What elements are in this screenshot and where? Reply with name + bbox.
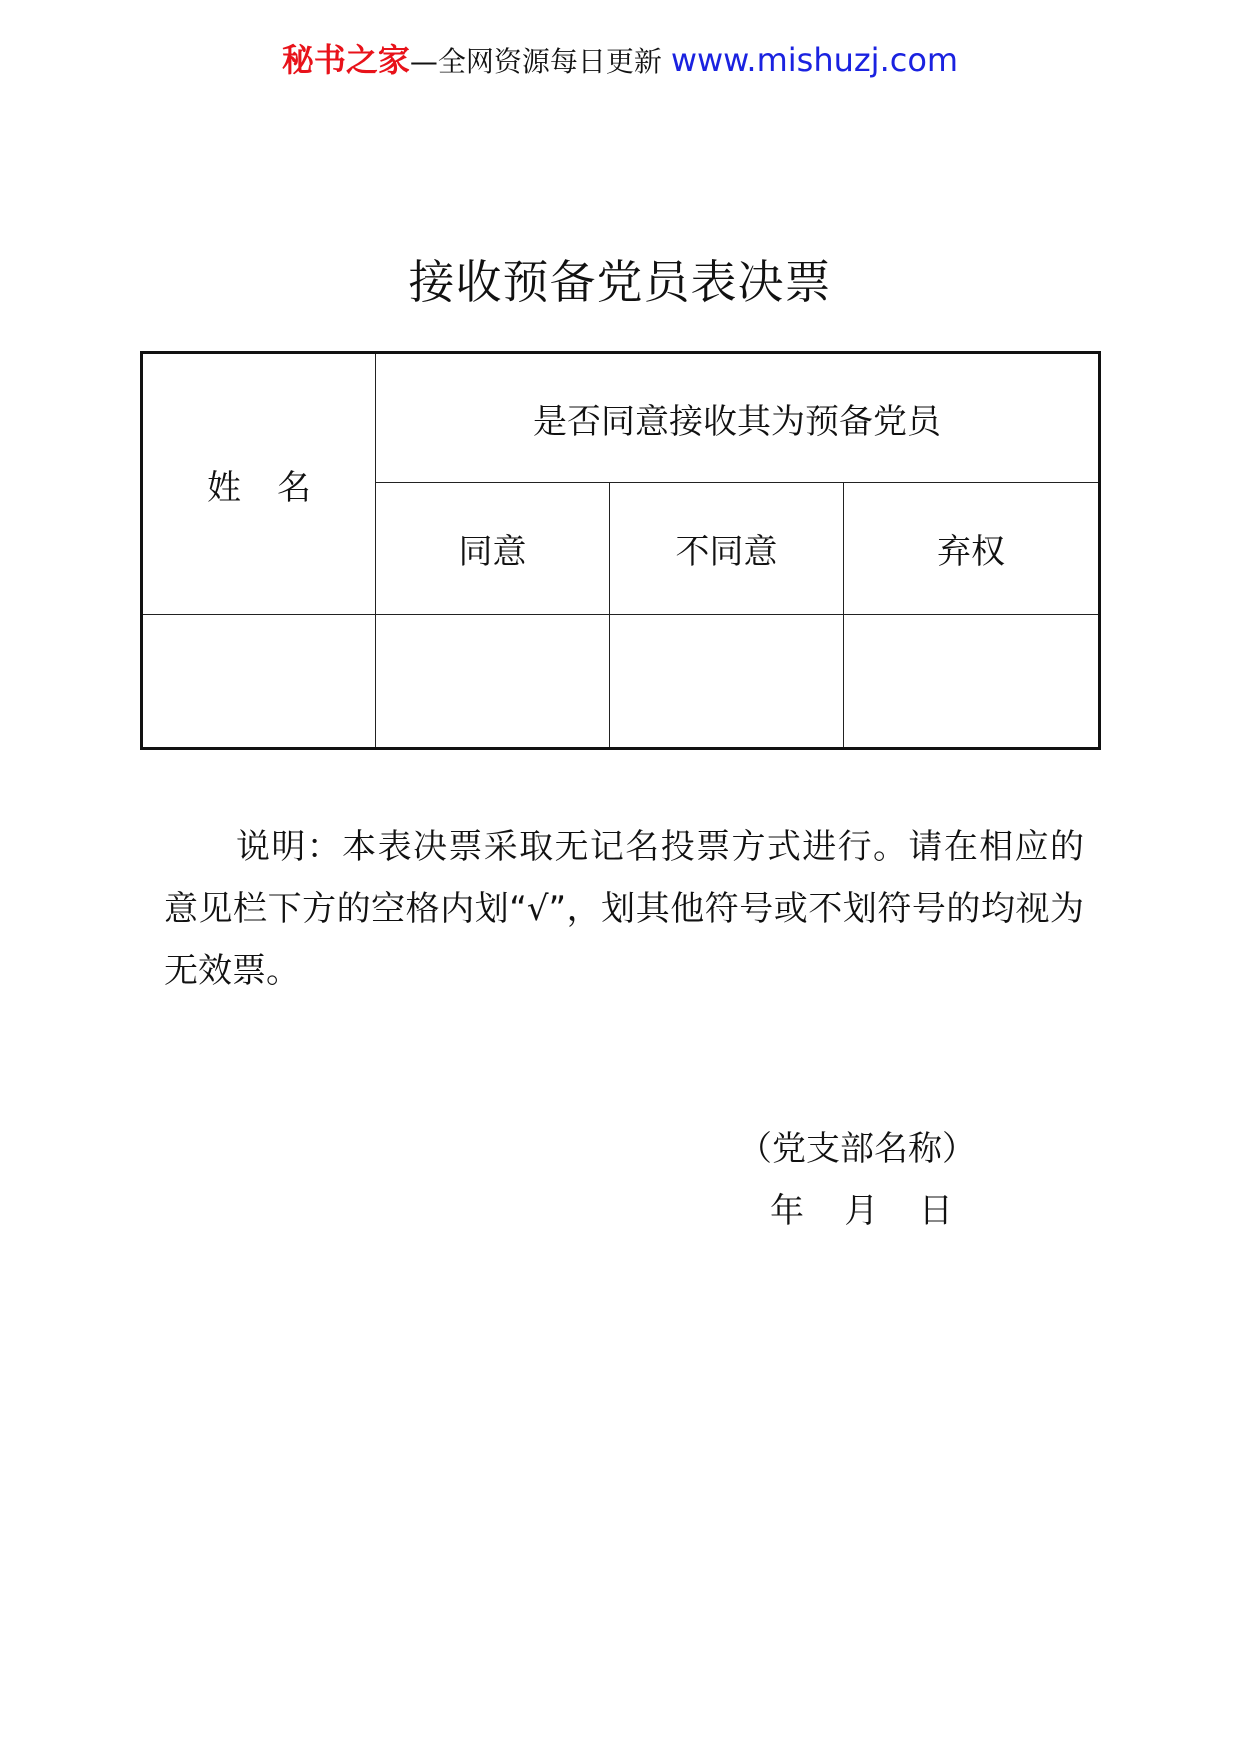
option-agree-header: 同意 [376,483,610,615]
table-row [142,615,1100,749]
name-column-header: 姓名 [142,353,376,615]
agree-cell[interactable] [376,615,610,749]
site-url-link[interactable]: www.mishuzj.com [670,41,959,79]
site-header [0,38,1240,84]
abstain-cell[interactable] [844,615,1100,749]
option-abstain-header: 弃权 [844,483,1100,615]
option-disagree-header: 不同意 [610,483,844,615]
site-brand: 秘书之家 [281,41,410,79]
question-header: 是否同意接收其为预备党员 [376,353,1100,483]
branch-name-placeholder: （党支部名称） [738,1129,976,1169]
disagree-cell[interactable] [610,615,844,749]
document-title: 接收预备党员表决票 [408,255,832,309]
instructions-note: 说明：本表决票采取无记名投票方式进行。请在相应的意见栏下方的空格内划“√”，划其他符号或不划符号的均视为无效票。 [164,827,1084,991]
name-cell[interactable] [142,615,376,749]
date-placeholder: 年 月 日 [770,1191,955,1231]
site-tagline: —全网资源每日更新 [409,45,671,78]
ballot-table [140,351,1101,750]
